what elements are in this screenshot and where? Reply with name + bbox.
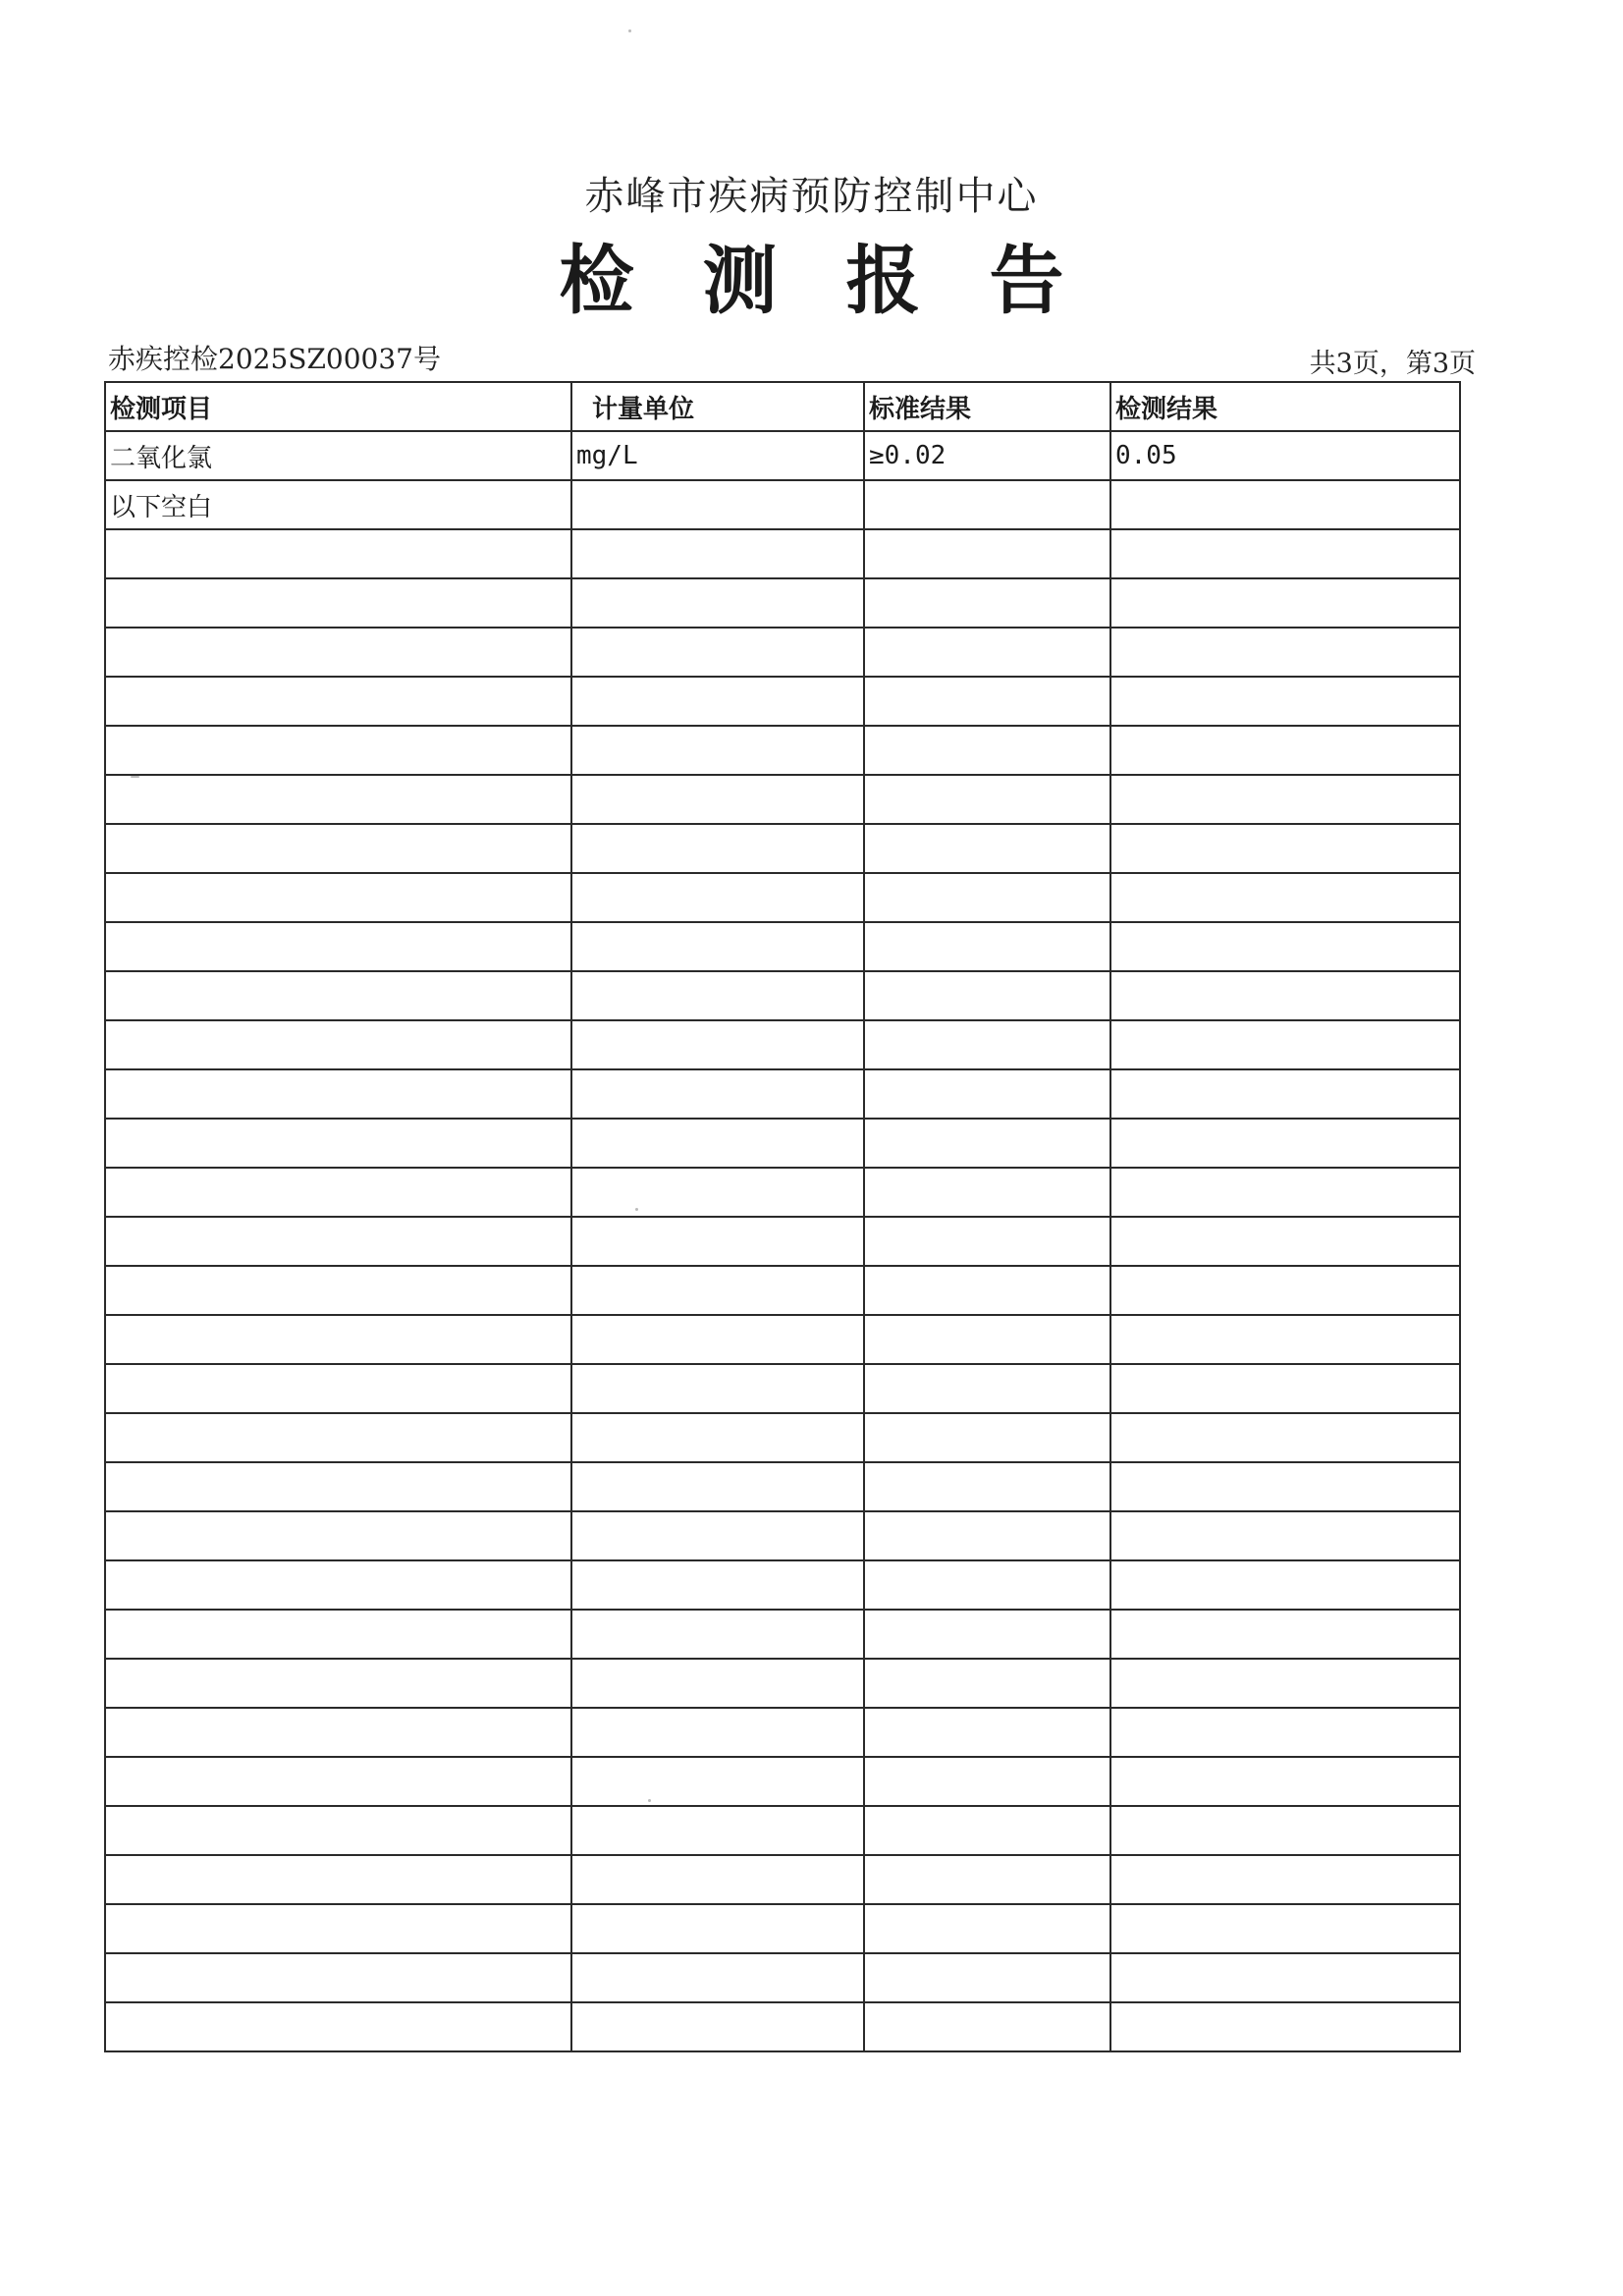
cell-empty (1110, 1953, 1460, 2002)
cell-empty (1110, 1119, 1460, 1168)
cell-empty (1110, 1757, 1460, 1806)
table-row-empty (105, 1511, 1460, 1560)
table-row-empty (105, 1610, 1460, 1659)
cell-empty (571, 2002, 864, 2051)
cell-empty (864, 1462, 1110, 1511)
cell-empty (105, 1757, 571, 1806)
cell-standard (864, 480, 1110, 529)
table-row-empty (105, 2002, 1460, 2051)
cell-empty (571, 1413, 864, 1462)
cell-empty (105, 1413, 571, 1462)
table-row-empty (105, 1315, 1460, 1364)
cell-empty (571, 1266, 864, 1315)
page-info: 共3页，第3页 (1309, 349, 1476, 379)
cell-empty (864, 873, 1110, 922)
table-row-empty (105, 726, 1460, 775)
cell-empty (864, 922, 1110, 971)
cell-empty (864, 677, 1110, 726)
cell-empty (1110, 578, 1460, 628)
cell-empty (864, 1266, 1110, 1315)
cell-empty (571, 1462, 864, 1511)
cell-empty (1110, 1364, 1460, 1413)
cell-empty (1110, 1904, 1460, 1953)
cell-empty (105, 726, 571, 775)
table-row-empty (105, 1904, 1460, 1953)
cell-empty (571, 1904, 864, 1953)
cell-empty (571, 726, 864, 775)
cell-empty (1110, 1708, 1460, 1757)
cell-empty (1110, 824, 1460, 873)
table-row-empty (105, 529, 1460, 578)
cell-empty (571, 1217, 864, 1266)
cell-empty (1110, 922, 1460, 971)
cell-empty (105, 677, 571, 726)
cell-empty (571, 1560, 864, 1610)
table-row-empty (105, 971, 1460, 1020)
cell-empty (864, 1806, 1110, 1855)
column-header-unit: 计量单位 (571, 382, 864, 431)
cell-empty (864, 2002, 1110, 2051)
column-header-standard: 标准结果 (864, 382, 1110, 431)
cell-empty (571, 1659, 864, 1708)
cell-empty (864, 726, 1110, 775)
cell-empty (1110, 726, 1460, 775)
cell-empty (1110, 1806, 1460, 1855)
cell-empty (571, 1806, 864, 1855)
table-row (105, 480, 1460, 529)
cell-empty (571, 1364, 864, 1413)
cell-empty (1110, 1462, 1460, 1511)
cell-empty (105, 922, 571, 971)
cell-empty (571, 1610, 864, 1659)
cell-empty (105, 1708, 571, 1757)
table-row-empty (105, 1413, 1460, 1462)
cell-empty (1110, 1069, 1460, 1119)
table-row-empty (105, 1462, 1460, 1511)
table-row-empty (105, 922, 1460, 971)
cell-empty (864, 1217, 1110, 1266)
cell-empty (105, 1855, 571, 1904)
table-row-empty (105, 1217, 1460, 1266)
cell-empty (864, 1855, 1110, 1904)
cell-empty (105, 873, 571, 922)
cell-empty (864, 1168, 1110, 1217)
cell-empty (864, 1610, 1110, 1659)
cell-empty (1110, 1168, 1460, 1217)
cell-empty (571, 1953, 864, 2002)
table-row-empty (105, 1020, 1460, 1069)
cell-empty (1110, 873, 1460, 922)
table-row-empty (105, 1069, 1460, 1119)
table-row-empty (105, 1168, 1460, 1217)
cell-empty (105, 1315, 571, 1364)
table-row-empty (105, 1855, 1460, 1904)
cell-empty (105, 1806, 571, 1855)
cell-empty (1110, 1020, 1460, 1069)
cell-empty (105, 1462, 571, 1511)
table-row-empty (105, 1364, 1460, 1413)
table-header-row (105, 382, 1460, 431)
cell-empty (1110, 2002, 1460, 2051)
cell-empty (1110, 529, 1460, 578)
cell-empty (571, 824, 864, 873)
cell-empty (1110, 1413, 1460, 1462)
cell-empty (864, 1904, 1110, 1953)
cell-item: 以下空白 (105, 480, 571, 529)
cell-empty (571, 677, 864, 726)
column-header-result: 检测结果 (1110, 382, 1460, 431)
cell-empty (105, 1659, 571, 1708)
table-row-empty (105, 775, 1460, 824)
cell-empty (864, 1364, 1110, 1413)
table-row-empty (105, 1266, 1460, 1315)
cell-empty (864, 529, 1110, 578)
cell-empty (864, 628, 1110, 677)
cell-empty (1110, 1217, 1460, 1266)
cell-empty (1110, 1855, 1460, 1904)
cell-empty (1110, 1659, 1460, 1708)
cell-empty (105, 1266, 571, 1315)
report-title: 检测报告 (559, 237, 1133, 324)
cell-empty (105, 1020, 571, 1069)
cell-empty (1110, 677, 1460, 726)
cell-empty (864, 1413, 1110, 1462)
scan-speck (648, 1799, 651, 1802)
cell-empty (105, 1168, 571, 1217)
organization-name: 赤峰市疾病预防控制中心 (584, 174, 1039, 219)
cell-empty (571, 529, 864, 578)
table-row-empty (105, 628, 1460, 677)
table-body (105, 431, 1460, 2051)
cell-empty (1110, 1315, 1460, 1364)
cell-unit: mg/L (571, 431, 864, 480)
cell-empty (105, 1217, 571, 1266)
cell-result: 0.05 (1110, 431, 1460, 480)
scan-speck (628, 29, 631, 32)
table-row-empty (105, 1806, 1460, 1855)
table-row-empty (105, 1119, 1460, 1168)
report-number: 赤疾控检2025SZ00037号 (108, 343, 441, 375)
cell-empty (571, 1069, 864, 1119)
cell-empty (571, 1757, 864, 1806)
cell-empty (571, 628, 864, 677)
cell-empty (864, 1511, 1110, 1560)
cell-empty (571, 1708, 864, 1757)
cell-empty (864, 1560, 1110, 1610)
cell-empty (1110, 1266, 1460, 1315)
cell-unit (571, 480, 864, 529)
cell-empty (105, 1560, 571, 1610)
cell-empty (571, 1855, 864, 1904)
cell-empty (864, 1069, 1110, 1119)
cell-empty (1110, 971, 1460, 1020)
table-row-empty (105, 1953, 1460, 2002)
cell-empty (105, 1069, 571, 1119)
cell-empty (1110, 775, 1460, 824)
cell-empty (571, 873, 864, 922)
cell-empty (1110, 1560, 1460, 1610)
cell-empty (105, 529, 571, 578)
cell-empty (571, 922, 864, 971)
cell-empty (864, 824, 1110, 873)
cell-empty (105, 1953, 571, 2002)
cell-empty (105, 2002, 571, 2051)
table-row-empty (105, 873, 1460, 922)
cell-empty (571, 1020, 864, 1069)
cell-empty (571, 1511, 864, 1560)
table-row-empty (105, 677, 1460, 726)
cell-empty (105, 971, 571, 1020)
scan-speck (131, 776, 139, 778)
cell-empty (105, 1119, 571, 1168)
cell-empty (105, 578, 571, 628)
cell-standard: ≥0.02 (864, 431, 1110, 480)
table-row-empty (105, 824, 1460, 873)
cell-empty (105, 1904, 571, 1953)
cell-empty (1110, 1511, 1460, 1560)
cell-empty (1110, 628, 1460, 677)
cell-empty (864, 578, 1110, 628)
cell-empty (571, 1119, 864, 1168)
cell-empty (864, 1119, 1110, 1168)
cell-empty (864, 971, 1110, 1020)
cell-empty (571, 578, 864, 628)
table-row-empty (105, 1560, 1460, 1610)
scan-speck (635, 1208, 638, 1211)
table-row-empty (105, 1708, 1460, 1757)
column-header-item: 检测项目 (105, 382, 571, 431)
cell-empty (571, 1315, 864, 1364)
cell-empty (105, 1610, 571, 1659)
cell-result (1110, 480, 1460, 529)
cell-empty (105, 1511, 571, 1560)
cell-empty (571, 1168, 864, 1217)
table-row (105, 431, 1460, 480)
table-row-empty (105, 578, 1460, 628)
cell-empty (864, 1953, 1110, 2002)
table-row-empty (105, 1757, 1460, 1806)
cell-empty (864, 1708, 1110, 1757)
table-row-empty (105, 1659, 1460, 1708)
cell-empty (571, 775, 864, 824)
results-table (104, 381, 1461, 2052)
cell-empty (864, 1315, 1110, 1364)
cell-empty (1110, 1610, 1460, 1659)
cell-empty (864, 1757, 1110, 1806)
cell-item: 二氧化氯 (105, 431, 571, 480)
cell-empty (864, 775, 1110, 824)
cell-empty (105, 1364, 571, 1413)
cell-empty (864, 1659, 1110, 1708)
cell-empty (105, 628, 571, 677)
cell-empty (864, 1020, 1110, 1069)
cell-empty (105, 775, 571, 824)
cell-empty (571, 971, 864, 1020)
cell-empty (105, 824, 571, 873)
